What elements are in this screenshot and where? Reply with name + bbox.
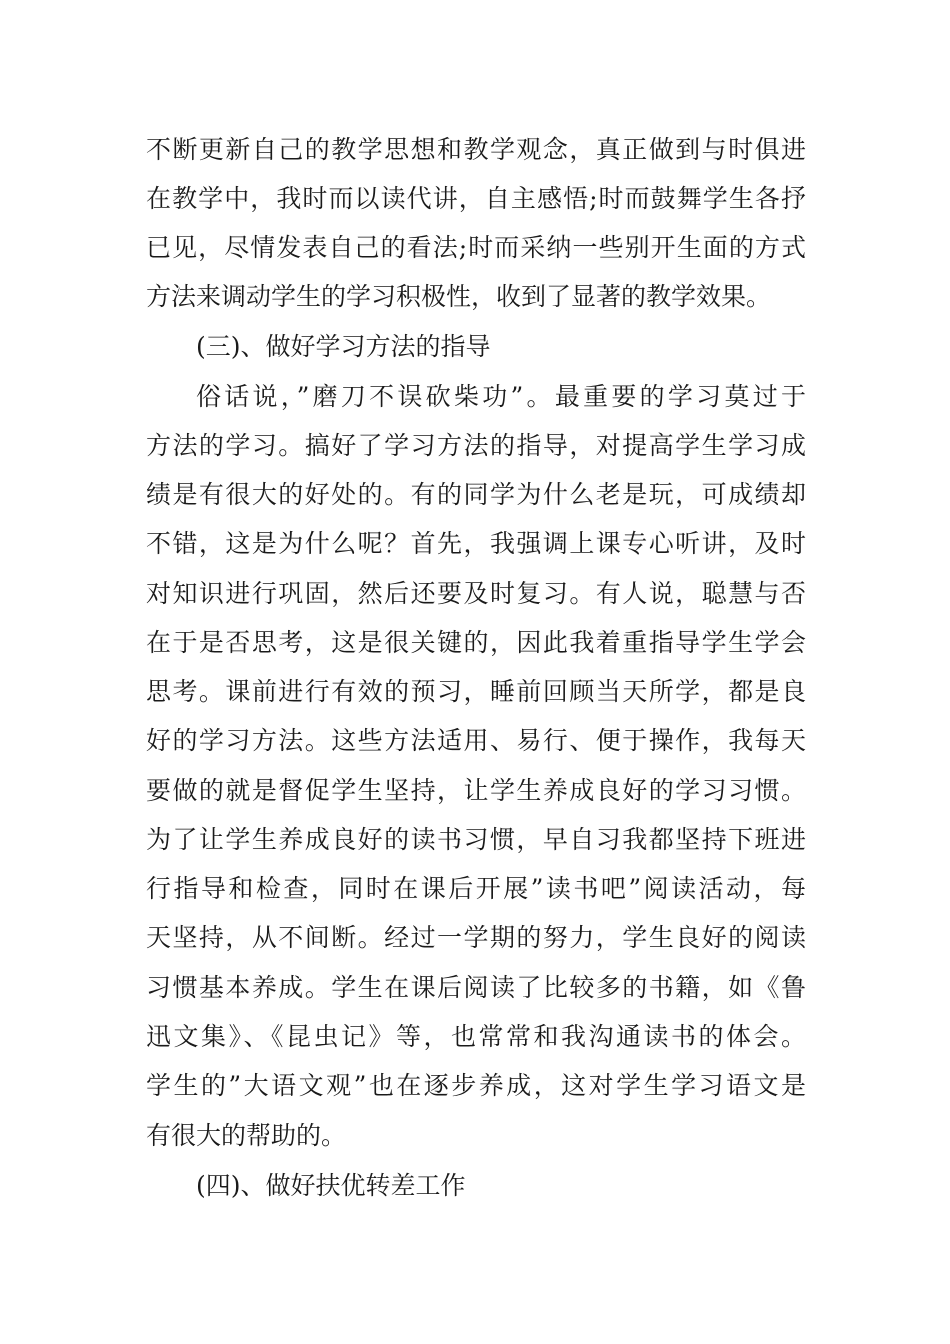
paragraph-line-9: 对知识进行巩固，然后还要及时复习。有人说，聪慧与否 xyxy=(146,579,806,608)
paragraph-line-10: 在于是否思考，这是很关键的，因此我着重指导学生学会 xyxy=(146,628,806,657)
paragraph-line-18: 迅文集》、《昆虫记》等，也常常和我沟通读书的体会。 xyxy=(146,1022,806,1051)
paragraph-line-8: 不错，这是为什么呢？首先，我强调上课专心听讲，及时 xyxy=(146,529,806,558)
paragraph-line-5: 俗话说，”磨刀不误砍柴功”。最重要的学习莫过于 xyxy=(196,382,806,411)
paragraph-line-3: 已见，尽情发表自己的看法;时而采纳一些别开生面的方式 xyxy=(146,233,806,262)
paragraph-line-2: 在教学中，我时而以读代讲，自主感悟;时而鼓舞学生各抒 xyxy=(146,184,806,213)
paragraph-line-20: 有很大的帮助的。 xyxy=(146,1121,347,1150)
paragraph-line-7: 绩是有很大的好处的。有的同学为什么老是玩，可成绩却 xyxy=(146,480,806,509)
paragraph-line-11: 思考。课前进行有效的预习，睡前回顾当天所学，都是良 xyxy=(146,677,806,706)
paragraph-line-13: 要做的就是督促学生坚持，让学生养成良好的学习习惯。 xyxy=(146,776,806,805)
paragraph-line-16: 天坚持，从不间断。经过一学期的努力，学生良好的阅读 xyxy=(146,923,806,952)
paragraph-line-1: 不断更新自己的教学思想和教学观念，真正做到与时俱进 xyxy=(146,135,806,164)
paragraph-line-6: 方法的学习。搞好了学习方法的指导，对提高学生学习成 xyxy=(146,431,806,460)
paragraph-line-4: 方法来调动学生的学习积极性，收到了显著的教学效果。 xyxy=(146,282,772,311)
section-heading-4: (四)、做好扶优转差工作 xyxy=(196,1171,466,1200)
paragraph-line-17: 习惯基本养成。学生在课后阅读了比较多的书籍，如《鲁 xyxy=(146,973,806,1002)
paragraph-line-12: 好的学习方法。这些方法适用、易行、便于操作，我每天 xyxy=(146,726,806,755)
section-heading-3: (三)、做好学习方法的指导 xyxy=(196,332,491,361)
paragraph-line-15: 行指导和检查，同时在课后开展”读书吧”阅读活动，每 xyxy=(146,874,806,903)
paragraph-line-19: 学生的”大语文观”也在逐步养成，这对学生学习语文是 xyxy=(146,1071,806,1100)
paragraph-line-14: 为了让学生养成良好的读书习惯，早自习我都坚持下班进 xyxy=(146,825,806,854)
